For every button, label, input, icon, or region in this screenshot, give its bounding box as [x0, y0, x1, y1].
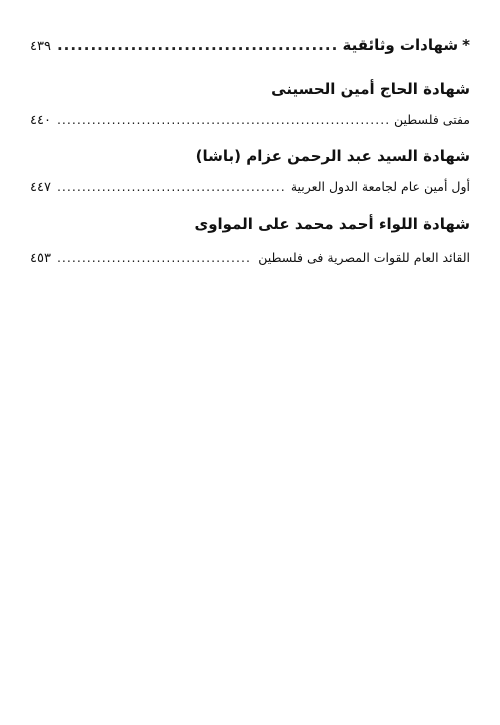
toc-entry-label: أول أمين عام لجامعة الدول العربية: [290, 179, 470, 194]
toc-entry-page-number: ٤٤٧: [30, 180, 51, 195]
section-heading-mawawi: شهادة اللواء أحمد محمد على المواوى: [194, 215, 470, 233]
toc-main-entry[interactable]: [30, 36, 470, 54]
star-bullet-icon: *: [462, 36, 470, 54]
dot-leader: [57, 112, 388, 127]
toc-entry-label: القائد العام للقوات المصرية فى فلسطين: [258, 250, 470, 265]
toc-entry-husseini[interactable]: [30, 112, 470, 128]
toc-main-page-number: ٤٣٩: [30, 39, 51, 54]
section-heading-azzam: شهادة السيد عبد الرحمن عزام (باشا): [195, 147, 470, 165]
dot-leader: [57, 36, 337, 54]
toc-entry-label: مفتى فلسطين: [394, 112, 470, 127]
dot-leader: [57, 179, 285, 194]
dot-leader: [57, 250, 252, 265]
toc-entry-mawawi[interactable]: [30, 250, 470, 266]
toc-entry-page-number: ٤٥٣: [30, 251, 51, 266]
toc-entry-page-number: ٤٤٠: [30, 113, 51, 128]
toc-main-title-wrap: [342, 36, 470, 54]
toc-entry-azzam[interactable]: [30, 179, 470, 195]
section-heading-husseini: شهادة الحاج أمين الحسينى: [271, 80, 470, 98]
toc-main-title: شهادات وثائقية: [342, 36, 459, 54]
